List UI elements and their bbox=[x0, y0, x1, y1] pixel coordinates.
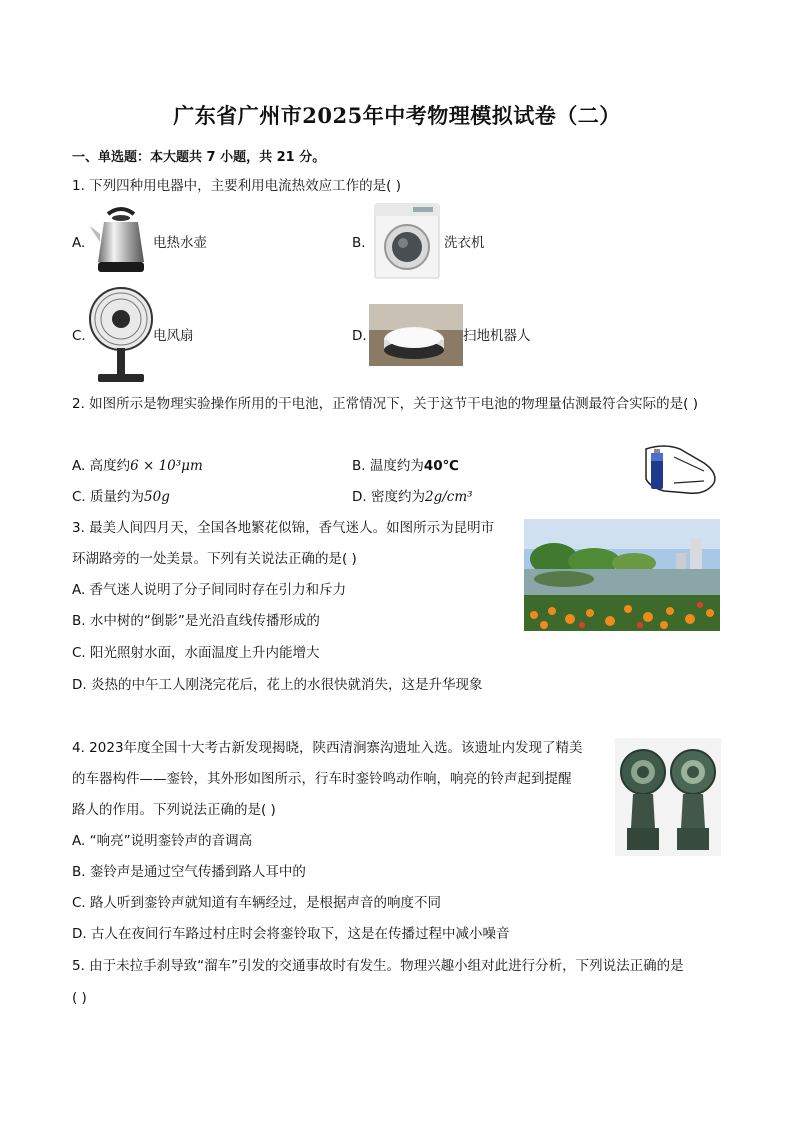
lake-scenery-image bbox=[524, 519, 720, 631]
q2-option-c-text: 质量约为 bbox=[90, 489, 145, 505]
washing-machine-image bbox=[373, 203, 441, 279]
question-3-stem-line2: 环湖路旁的一处美景。下列有关说法正确的是( ) bbox=[72, 551, 357, 567]
q2-option-a-math: 6 × 10³μm bbox=[130, 458, 203, 474]
q2-option-c-math: 50g bbox=[144, 489, 170, 505]
q1-option-b-text: 洗衣机 bbox=[444, 235, 485, 251]
question-2-stem: 2. 如图所示是物理实验操作所用的干电池，正常情况下，关于这节干电池的物理量估测最符合实际的是( ) bbox=[72, 396, 698, 412]
q1-option-b-letter: B. bbox=[352, 235, 366, 251]
question-3-stem-line1: 3. 最美人间四月天，全国各地繁花似锦，香气迷人。如图所示为昆明市 bbox=[72, 520, 495, 536]
q3-option-d: D. 炎热的中午工人刚浇完花后，花上的水很快就消失，这是升华现象 bbox=[72, 677, 483, 693]
q1-option-d-letter: D. bbox=[352, 328, 367, 344]
q2-option-d bbox=[352, 487, 473, 507]
q1-option-a-letter: A. bbox=[72, 235, 86, 251]
electric-kettle-image bbox=[90, 204, 152, 276]
q4-option-b: B. 銮铃声是通过空气传播到路人耳中的 bbox=[72, 864, 306, 880]
q2-option-d-letter: D. bbox=[352, 489, 367, 505]
battery-in-hand-image bbox=[644, 443, 720, 499]
q1-option-c-letter: C. bbox=[72, 328, 86, 344]
q2-option-a-letter: A. bbox=[72, 458, 86, 474]
page-title: 广东省广州市2025年中考物理模拟试卷（二） bbox=[173, 103, 621, 128]
robot-vacuum-image bbox=[369, 304, 463, 366]
q2-option-c-letter: C. bbox=[72, 489, 86, 505]
q2-option-a bbox=[72, 456, 203, 476]
q1-option-a-text: 电热水壶 bbox=[153, 235, 207, 251]
bronze-bells-image bbox=[615, 738, 721, 856]
question-4-stem-line1: 4. 2023年度全国十大考古新发现揭晓，陕西清涧寨沟遗址入选。该遗址内发现了精美 bbox=[72, 740, 583, 756]
q4-option-c: C. 路人听到銮铃声就知道有车辆经过，是根据声音的响度不同 bbox=[72, 895, 442, 911]
q2-option-b-text: 温度约为 bbox=[369, 458, 424, 474]
q2-option-d-text: 密度约为 bbox=[370, 489, 425, 505]
q3-option-a: A. 香气迷人说明了分子间同时存在引力和斥力 bbox=[72, 582, 347, 598]
question-5-stem-line1: 5. 由于未拉手刹导致“溜车”引发的交通事故时有发生。物理兴趣小组对此进行分析，下列说法正确的是 bbox=[72, 958, 684, 974]
q2-option-a-text: 高度约 bbox=[89, 458, 131, 474]
q4-option-a: A. “响亮”说明銮铃声的音调高 bbox=[72, 833, 253, 849]
q3-option-b: B. 水中树的“倒影”是光沿直线传播形成的 bbox=[72, 613, 320, 629]
question-5-stem-line2: ( ) bbox=[72, 990, 87, 1006]
question-4-stem-line2: 的车器构件——銮铃，其外形如图所示，行车时銮铃鸣动作响，响亮的铃声起到提醒 bbox=[72, 771, 572, 787]
q4-option-d: D. 古人在夜间行车路过村庄时会将銮铃取下，这是在传播过程中减小噪音 bbox=[72, 926, 510, 942]
q1-option-d-text: 扫地机器人 bbox=[463, 328, 531, 344]
q2-option-b-letter: B. bbox=[352, 458, 366, 474]
question-1-stem: 1. 下列四种用电器中，主要利用电流热效应工作的是( ) bbox=[72, 178, 401, 194]
q2-option-d-math: 2g/cm³ bbox=[424, 489, 473, 505]
q2-option-b-math: 40℃ bbox=[423, 458, 459, 474]
q2-option-b bbox=[352, 456, 459, 476]
q1-option-c-text: 电风扇 bbox=[153, 328, 194, 344]
question-4-stem-line3: 路人的作用。下列说法正确的是( ) bbox=[72, 802, 276, 818]
section-heading: 一、单选题：本大题共 7 小题，共 21 分。 bbox=[72, 150, 326, 165]
q2-option-c bbox=[72, 487, 170, 507]
electric-fan-image bbox=[88, 286, 154, 384]
q3-option-c: C. 阳光照射水面，水面温度上升内能增大 bbox=[72, 645, 320, 661]
